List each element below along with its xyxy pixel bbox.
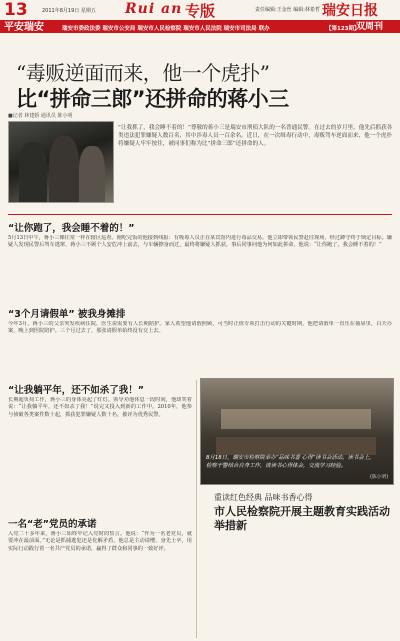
section-title: 一名“老”党员的承诺 — [8, 519, 97, 530]
photo-credit: (陈小明) — [370, 475, 389, 480]
section-title: “3个月请假单” 被我身摊排 — [8, 309, 126, 320]
banner-issue: 【第123期】 — [326, 26, 360, 32]
editor-line: 责任编辑:王金丝 编辑:林希哲 — [255, 7, 320, 13]
section-name: 专版 — [185, 2, 216, 20]
photo-caption: 8月18日，瑞安市检察院举办“品味书香 心得”读书会活动。读书会上，检察干警结合自身工作，谈读书心得体会，交流学习经验。 — [206, 455, 375, 469]
table-in-photo — [216, 437, 376, 455]
banner-title: 平安瑞安 — [4, 22, 44, 33]
banner-units: 瑞安市委政法委 瑞安市公安局 瑞安市人民检察院 瑞安市人民法院 瑞安市司法局 联办 — [62, 26, 270, 32]
banner-week: 双周刊 — [356, 22, 384, 32]
section-body: 长期超负荷工作，蒋小三的身体亮起了红灯。领导劝他休息一段时间，他却笑着说：“让我躺平年，还不如杀了我！”说完又投入到新的工作中。2010年，他参与侦破各类案件数十起，抓获犯罪嫌疑人数十名，被评为优秀民警。 — [8, 397, 192, 418]
page-number: 13 — [4, 0, 28, 20]
section-rule — [8, 214, 392, 215]
article-lead: “让我抓了，我会睡不着的！”尊敬的蒋小三是瑞安市刑侦大队的一名普通民警。在过去的岁月里，他先后抓获各类违法犯罪嫌疑人数百名，其中涉毒人员一百余名。近日，在一次缉毒行动中，毒贩驾车逆面而来，他一个虎扑将嫌疑人牢牢按住，被同事们称为比“拼命三郎”还拼命的人。 — [118, 125, 393, 147]
newspaper-logo: 瑞安日报 — [322, 3, 378, 19]
article-photo — [8, 121, 114, 203]
side-article-kicker: 重读红色经典 品味书香心得 — [214, 493, 313, 502]
section-pinyin: Rui an — [125, 1, 183, 17]
section-title: “让我躺平年，还不如杀了我！” — [8, 385, 144, 396]
section-body: 今年3月，蒋小三的父亲突发疾病住院，医生说需要有人长期陪护。家人希望他请假照顾，可当时正值专项打击行动的关键时期，他把请假单一直压在抽屉里，白天办案，晚上到医院陪护。三个月过去了，那张请假单始终没有交上去。 — [8, 321, 392, 335]
section-body: 5月13日中午，蒋小三像往常一样在辖区巡查。刚吃完饭的他接到线报：有吸毒人员正在某宾馆内进行毒品交易。他立即带领民警赶往现场，经过蹲守终于锁定目标。嫌疑人发现民警后驾车逃窜，蒋小三不顾个人安危冲上前去，与车辆擦身而过，最终将嫌疑人抓获。事后同事问他为何如此拼命，他说：“让你跑了，我会睡不着的！” — [8, 235, 392, 249]
article-kicker: “毒贩逆面而来，他一个虎扑” — [16, 61, 270, 85]
banner-in-photo — [221, 409, 371, 429]
article-headline: 比“拼命三郎”还拼命的蒋小三 — [16, 87, 289, 111]
date-line: 2011年8月19日 星期五 — [42, 8, 96, 14]
section-title: “让你跑了，我会睡不着的！” — [8, 223, 135, 234]
side-article-headline: 市人民检察院开展主题教育实践活动举措新 — [214, 505, 390, 532]
article-byline: ■记者 林建娇 通讯员 陈小明 — [8, 113, 73, 119]
section-body: 入党二十多年来，蒋小三始终牢记入党时的誓言。他说：“作为一名老党员，就要冲在最前面。”无论是抓捕逃犯还是化解矛盾，他总是主动请缨，身先士卒，用实际行动践行着一名共产党员的承诺，赢得了群众和同事的一致好评。 — [8, 531, 192, 552]
column-divider — [196, 380, 197, 638]
